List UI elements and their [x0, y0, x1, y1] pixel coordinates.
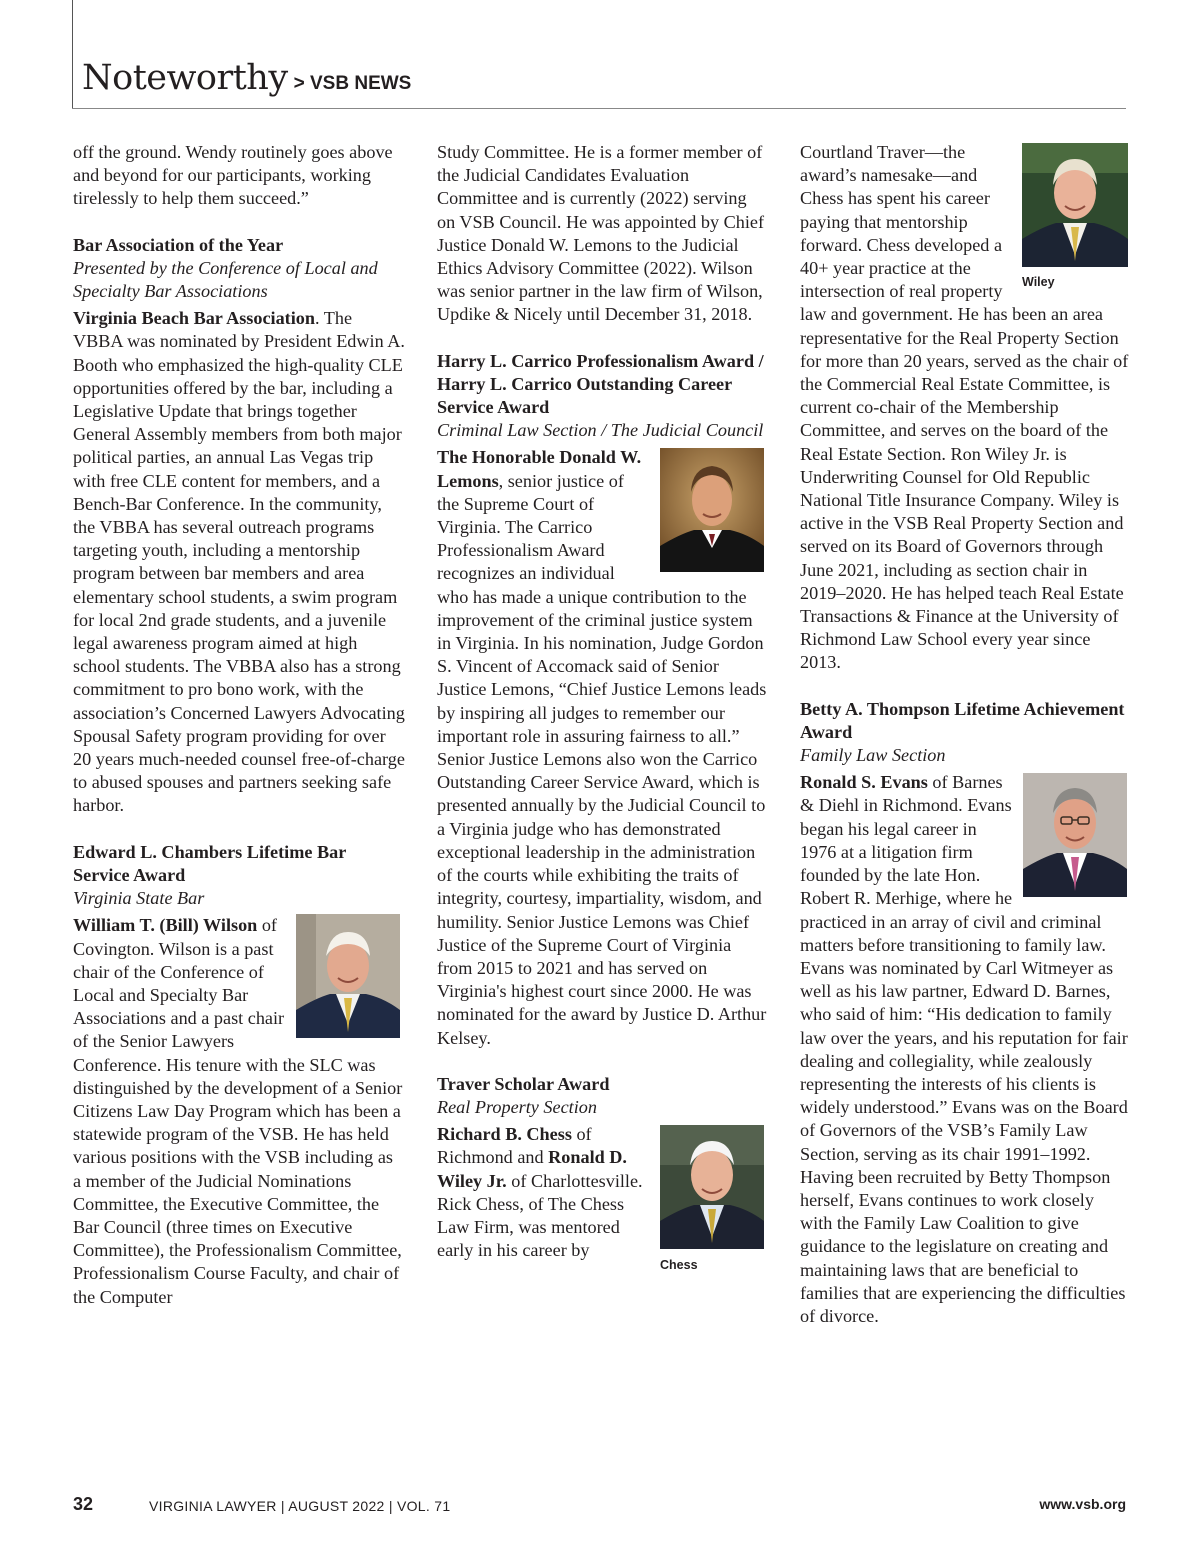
website-link[interactable]: www.vsb.org — [1039, 1496, 1126, 1512]
portrait-illustration — [660, 1125, 764, 1249]
publication-info: VIRGINIA LAWYER | AUGUST 2022 | VOL. 71 — [149, 1498, 451, 1514]
portrait-illustration — [296, 914, 400, 1038]
portrait-illustration — [1023, 773, 1127, 897]
award-description: Ronald S. Evans of Barnes & Diehl in Richmond. Evans began his legal career in 1976 at a litigation firm founded by the late Hon. Robert R. Merhige, where he practiced in an array of civil and criminal matters before transitioning to family law. Evans was nominated by Carl Witmeyer as well as his law partner, Edward D. Barnes, who said of him: “His dedication to family law over the years, and his reputation for fair dealing and collegiality, while zealously representing the interests of his clients is widely understood.” Evans was on the Board of Governors of the VSB’s Family Law Section, serving as its chair 1991–1992. Having been recruited by Betty Thompson herself, Evans continues to work closely with the Family Law Coalition to give guidance to the legislature on creating and maintaining laws that are beneficial to families that are experiencing the difficulties of divorce. — [800, 772, 1128, 1326]
chess-photo — [660, 1125, 764, 1277]
recipient-name: Ronald D. Wiley Jr. — [437, 1147, 627, 1191]
portrait-illustration — [660, 448, 764, 572]
award-title: Bar Association of the Year — [73, 234, 284, 255]
photo-caption: Wiley — [1022, 275, 1055, 289]
header-vertical-rule — [72, 0, 73, 108]
continued-paragraph: off the ground. Wendy routinely goes above and beyond for our participants, working tirelessly to help them succeed.” — [73, 142, 393, 209]
recipient-name: William T. (Bill) Wilson — [73, 915, 258, 936]
award-description: William T. (Bill) Wilson of Covington. Wilson is a past chair of the Conference of Local and Specialty Bar Associations and a past chair of the Senior Lawyers Conference. His tenure with the SLC was distinguished by the development of a Senior Citizens Law Day Program which has been a statewide program of the VSB. He has held various positions with the VSB including as a member of the Judicial Nominations Committee, the Executive Committee, the Bar Council (three times on Executive Committee), the Professionalism Committee, Professionalism Course Faculty, and chair of the Computer — [73, 915, 403, 1307]
header-rule — [72, 108, 1126, 109]
recipient-name: Virginia Beach Bar Association — [73, 308, 316, 329]
lemons-photo — [660, 448, 764, 572]
award-presenter: Family Law Section — [800, 745, 946, 766]
column-1 — [73, 141, 405, 1309]
award-presenter: Presented by the Conference of Local and Specialty Bar Associations — [73, 257, 378, 302]
wiley-photo — [1022, 143, 1128, 294]
column-2 — [437, 141, 767, 1281]
award-description: The Honorable Donald W. Lemons, senior justice of the Supreme Court of Virginia. The Carrico Professionalism Award recognizes an individual who has made a unique contribution to the improvement of the criminal justice system in Virginia. In his nomination, Judge Gordon S. Vincent of Accomack said of Senior Justice Lemons, “Chief Justice Lemons leads by inspiring all judges to remember our important role in assuring fairness to all.” Senior Justice Lemons also won the Carrico Outstanding Career Service Award, which is presented annually by the Judicial Council to a Virginia judge who has demonstrated exceptional leadership in the administration of the courts while exhibiting the traits of integrity, courtesy, impartiality, wisdom, and humility. Senior Justice Lemons was Chief Justice of the Supreme Court of Virginia from 2015 to 2021 and has served on Virginia's highest court since 2000. He was nominated for the award by Justice D. Arthur Kelsey. — [437, 447, 767, 1048]
evans-photo — [1023, 773, 1127, 897]
award-title: Betty A. Thompson Lifetime Achievement Award — [800, 698, 1125, 742]
section-subtitle: > VSB NEWS — [293, 73, 412, 94]
award-presenter: Virginia State Bar — [73, 888, 205, 909]
award-presenter: Criminal Law Section / The Judicial Council — [437, 420, 764, 441]
wilson-photo — [296, 914, 400, 1038]
photo-caption: Chess — [660, 1258, 698, 1273]
continued-paragraph: Courtland Traver—the award’s namesake—and Chess has spent his career paying that mentorship forward. Chess developed a 40+ year practice at the intersection of real property law and government. He has been an area representative for the Real Property Section for more than 20 years, served as the chair of the Commercial Real Estate Committee, is current co-chair of the Membership Committee, and serves on the board of the Real Estate Section. Ron Wiley Jr. is Underwriting Counsel for Old Republic National Title Insurance Company. Wiley is active in the VSB Real Property Section and served on its Board of Governors through June 2021, including as section chair in 2019–2020. He has helped teach Real Estate Transactions & Finance at the University of Richmond Law School every year since 2013. — [800, 142, 1129, 673]
section-title: Noteworthy — [82, 58, 288, 98]
award-title: Harry L. Carrico Professionalism Award / Harry L. Carrico Outstanding Career Service Award — [437, 350, 764, 418]
column-3 — [800, 141, 1130, 1328]
page-header — [82, 58, 411, 98]
continued-paragraph: Study Committee. He is a former member of the Judicial Candidates Evaluation Committee and is currently (2022) serving on VSB Council. He was appointed by Chief Justice Donald W. Lemons to the Judicial Ethics Advisory Committee (2022). Wilson was senior partner in the law firm of Wilson, Updike & Nicely until December 31, 2018. — [437, 142, 765, 325]
recipient-name: Richard B. Chess — [437, 1124, 572, 1145]
award-title: Traver Scholar Award — [437, 1073, 610, 1094]
recipient-name: The Honorable Donald W. Lemons — [437, 447, 642, 491]
recipient-name: Ronald S. Evans — [800, 772, 928, 793]
page-number: 32 — [73, 1494, 94, 1514]
award-description: Richard B. Chess of Richmond and Ronald D. Wiley Jr. of Charlottesville. Rick Chess, of The Chess Law Firm, was mentored early in his career by — [437, 1124, 643, 1261]
award-presenter: Real Property Section — [437, 1096, 597, 1117]
award-title: Edward L. Chambers Lifetime Bar Service Award — [73, 841, 346, 885]
portrait-illustration — [1022, 143, 1128, 267]
award-description: Virginia Beach Bar Association. The VBBA was nominated by President Edwin A. Booth who emphasized the high-quality CLE opportunities offered by the bar, including a Legislative Update that brings together General Assembly members from both major political parties, an annual Las Vegas trip with free CLE content for members, and a Bench-Bar Conference. In the community, the VBBA has several outreach programs targeting youth, including a mentorship program between bar members and area elementary school students, a swim program for local 2nd grade students, and a juvenile legal awareness program aimed at high school students. The VBBA also has a strong commitment to pro bono work, with the association’s Concerned Lawyers Advocating Spousal Safety program providing for over 20 years much-needed counsel free-of-charge to abused spouses and partners seeking safe harbor. — [73, 308, 405, 816]
